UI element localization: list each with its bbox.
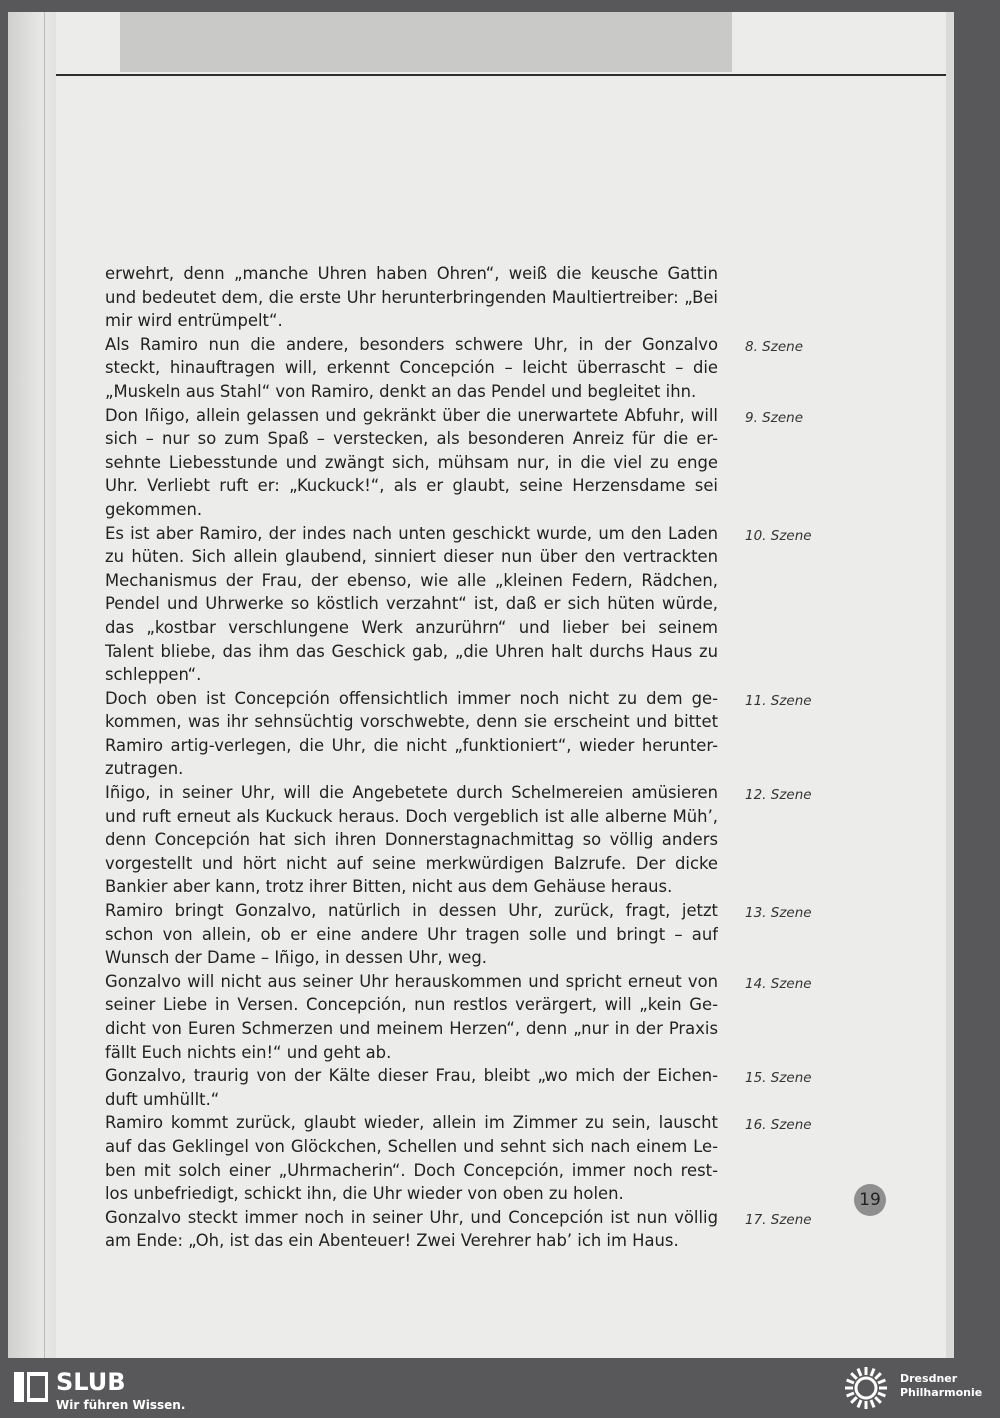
text-line: und ruft erneut als Kuckuck heraus. Doch vergeblich ist alle alberne Müh’, xyxy=(105,806,718,826)
logo-ray xyxy=(851,1373,857,1379)
text-line: steckt, hinauftragen will, erkennt Concepción – leicht überrascht – die xyxy=(105,358,718,378)
text-line: vorgestellt und hört nicht auf seine merkwürdigen Balzrufe. Der dicke xyxy=(105,853,718,873)
page-edge xyxy=(946,12,954,1358)
header-rule xyxy=(56,74,954,76)
logo-ray xyxy=(878,1393,885,1396)
partner-name-line2: Philharmonie xyxy=(900,1386,983,1399)
library-tagline: Wir führen Wissen. xyxy=(56,1398,186,1412)
text-line: schon von allein, ob er eine andere Uhr tragen solle und bringt – auf xyxy=(105,924,718,944)
text-line: fällt Euch nichts ein!“ und geht ab. xyxy=(105,1042,392,1062)
text-line: sich – nur so zum Spaß – verstecken, als besonderen Anreiz für die er- xyxy=(105,429,718,449)
show-through-area xyxy=(120,12,732,72)
scene-label: 10. Szene xyxy=(745,527,812,544)
scene-label: 15. Szene xyxy=(745,1070,812,1087)
paragraph xyxy=(105,899,825,970)
text-line: Talent bliebe, das ihm das Geschick gab, „die Uhren halt durchs Haus zu xyxy=(105,641,718,661)
paragraph xyxy=(105,1206,825,1253)
text-line: seiner Liebe in Versen. Concepción, nun restlos verärgert, will „kein Ge- xyxy=(105,995,718,1015)
philharmonie-logo-icon xyxy=(842,1364,890,1412)
paragraph xyxy=(105,522,825,687)
text-line: Iñigo, in seiner Uhr, will die Angebetete durch Schelmereien amüsieren xyxy=(105,783,718,803)
paragraph xyxy=(105,781,825,899)
page-spine xyxy=(8,12,56,1358)
paragraph xyxy=(105,687,825,781)
text-line: los unbefriedigt, schickt ihn, die Uhr wieder von oben zu holen. xyxy=(105,1184,624,1204)
logo-ray xyxy=(871,1400,874,1407)
scene-label: 11. Szene xyxy=(745,692,812,709)
logo-ray xyxy=(858,1369,861,1376)
text-line: Als Ramiro nun die andere, besonders schwere Uhr, in der Gonzalvo xyxy=(105,334,718,354)
logo-ray xyxy=(875,1373,881,1379)
text-line: Ramiro kommt zurück, glaubt wieder, allein im Zimmer zu sein, lauscht xyxy=(105,1113,718,1133)
text-line: Es ist aber Ramiro, der indes nach unten geschickt wurde, um den Laden xyxy=(105,523,718,543)
scene-label: 17. Szene xyxy=(745,1211,812,1228)
text-line: und bedeutet dem, die erste Uhr herunterbringenden Maultiertreiber: „Bei xyxy=(105,287,718,307)
text-line: schleppen“. xyxy=(105,665,202,685)
text-line: kommen, was ihr sehnsüchtig vorschwebte, denn sie erscheint und bittet xyxy=(105,712,718,732)
text-line: duft umhüllt.“ xyxy=(105,1089,220,1109)
text-line: Doch oben ist Concepción offensichtlich immer noch nicht zu dem ge- xyxy=(105,688,718,708)
paragraph xyxy=(105,1111,825,1205)
text-line: Don Iñigo, allein gelassen und gekränkt über die unerwartete Abfuhr, will xyxy=(105,405,718,425)
paragraph xyxy=(105,970,825,1064)
text-line: Uhr. Verliebt ruft er: „Kuckuck!“, als er glaubt, seine Herzensdame sei xyxy=(105,476,718,496)
scene-label: 12. Szene xyxy=(745,787,812,804)
logo-ray xyxy=(847,1393,854,1396)
scene-label: 9. Szene xyxy=(745,409,803,426)
text-line: zu hüten. Sich allein glaubend, sinniert dieser nun über den vertrackten xyxy=(105,547,718,567)
scene-label: 14. Szene xyxy=(745,975,812,992)
text-line: denn Concepción hat sich ihren Donnerstagnachmittag so völlig anders xyxy=(105,830,718,850)
text-line: mir wird entrümpelt“. xyxy=(105,311,283,331)
paragraph xyxy=(105,404,825,522)
text-line: ben mit solch einer „Uhrmacherin“. Doch Concepción, immer noch rest- xyxy=(105,1160,718,1180)
logo-ray xyxy=(858,1400,861,1407)
logo-ray xyxy=(875,1397,881,1403)
paragraph xyxy=(105,333,825,404)
text-line: Mechanismus der Frau, der ebenso, wie alle „kleinen Federn, Rädchen, xyxy=(105,570,718,590)
logo-ray xyxy=(847,1380,854,1383)
scene-label: 8. Szene xyxy=(745,338,803,355)
text-line: Gonzalvo will nicht aus seiner Uhr herauskommen und spricht erneut von xyxy=(105,971,718,991)
text-line: sehnte Liebesstunde und zwängt sich, mühsam nur, in die viel zu enge xyxy=(105,452,718,472)
text-line: Wunsch der Dame – Iñigo, in dessen Uhr, weg. xyxy=(105,948,487,968)
library-name: SLUB xyxy=(56,1368,126,1396)
scene-label: 16. Szene xyxy=(745,1117,812,1134)
text-line: erwehrt, denn „manche Uhren haben Ohren“, weiß die keusche Gattin xyxy=(105,264,718,283)
logo-ray xyxy=(871,1369,874,1376)
logo-ray xyxy=(851,1397,857,1403)
footer-bar xyxy=(0,1358,1000,1418)
text-line: „Muskeln aus Stahl“ von Ramiro, denkt an das Pendel und begleitet ihn. xyxy=(105,381,697,401)
scene-label: 13. Szene xyxy=(745,905,812,922)
logo-ray xyxy=(878,1380,885,1383)
text-line: am Ende: „Oh, ist das ein Abenteuer! Zwei Verehrer hab’ ich im Haus. xyxy=(105,1231,679,1251)
text-line: Bankier aber kann, trotz ihrer Bitten, nicht aus dem Gehäuse heraus. xyxy=(105,877,673,897)
text-line: das „kostbar verschlungene Werk anzurührn“ und lieber bei seinem xyxy=(105,617,718,637)
body-text xyxy=(105,262,825,1253)
text-line: dicht von Euren Schmerzen und meinem Herzen“, denn „nur in der Praxis xyxy=(105,1019,718,1038)
text-line: Gonzalvo steckt immer noch in seiner Uhr, und Concepción ist nun völlig xyxy=(105,1207,718,1227)
text-line: gekommen. xyxy=(105,499,203,519)
gutter-line xyxy=(44,12,45,1358)
text-line: zutragen. xyxy=(105,759,184,779)
slub-logo-icon xyxy=(14,1372,48,1402)
text-line: Ramiro bringt Gonzalvo, natürlich in dessen Uhr, zurück, fragt, jetzt xyxy=(105,901,718,921)
partner-name xyxy=(900,1372,982,1400)
text-line: Ramiro artig-verlegen, die Uhr, die nicht „funktioniert“, wieder herunter- xyxy=(105,735,718,755)
paragraph xyxy=(105,1064,825,1111)
text-line: Gonzalvo, traurig von der Kälte dieser Frau, bleibt „wo mich der Eichen- xyxy=(105,1066,718,1086)
text-line: auf das Geklingel von Glöckchen, Schellen und sehnt sich nach einem Le- xyxy=(105,1136,718,1156)
paragraph xyxy=(105,262,825,333)
partner-name-line1: Dresdner xyxy=(900,1372,958,1385)
page-number: 19 xyxy=(854,1184,886,1216)
text-line: Pendel und Uhrwerke so köstlich verzahnt“ ist, daß er sich hüten würde, xyxy=(105,594,718,614)
